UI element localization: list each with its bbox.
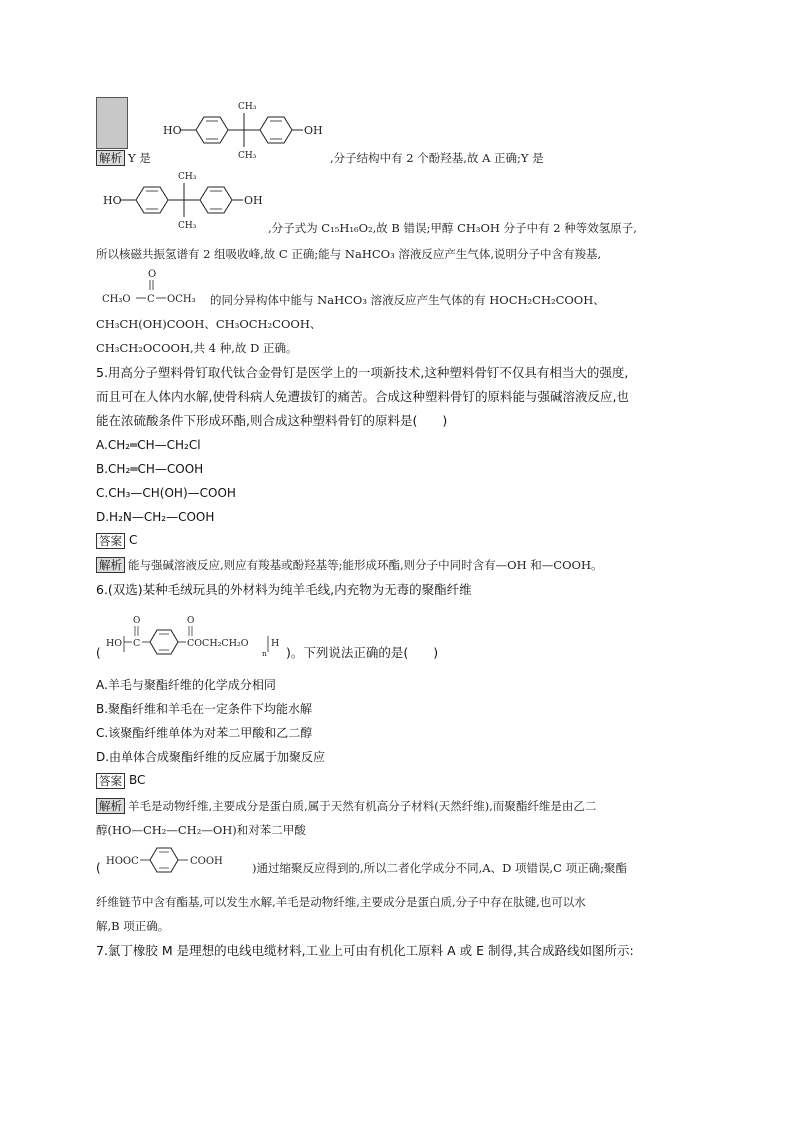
q6-analysis-tag: 解析 (96, 798, 125, 814)
poly-ho: HO (106, 638, 123, 649)
poly-h: H (271, 638, 280, 649)
q6-acid-paren-open: ( (96, 861, 101, 875)
q4-analysis-line1: Y 是 (128, 151, 151, 165)
mol1-oh: OH (304, 124, 323, 137)
mol2-oh: OH (244, 194, 263, 207)
q5-option-c[interactable]: C.CH₃—CH(OH)—COOH (96, 486, 236, 500)
q6-analysis-line5: 解,B 项正确。 (96, 919, 170, 933)
bisphenol-structure-2 (100, 165, 280, 235)
q5-answer-tag: 答案 (96, 533, 125, 549)
polyester-structure (104, 608, 286, 662)
acid-left: HOOC (106, 856, 139, 867)
terephthalic-acid-structure (104, 844, 254, 878)
carbonate-right: OCH₃ (167, 294, 196, 305)
q6-analysis-line1: 羊毛是动物纤维,主要成分是蛋白质,属于天然有机高分子材料(天然纤维),而聚酯纤维是由乙二 (128, 799, 597, 813)
q6-analysis-line2: 醇(HO—CH₂—CH₂—OH)和对苯二甲酸 (96, 823, 306, 837)
mol2-ch3-bottom: CH₃ (178, 221, 197, 231)
q7-stem: 7.氯丁橡胶 M 是理想的电线电缆材料,工业上可由有机化工原料 A 或 E 制得,其合成路线如图所示: (96, 943, 634, 958)
q4-analysis-line5: CH₃CH(OH)COOH、CH₃OCH₂COOH、 (96, 317, 322, 331)
carbonate-o: O (148, 269, 157, 280)
q4-analysis-line6: CH₃CH₂OCOOH,共 4 种,故 D 正确。 (96, 341, 298, 355)
q4-analysis-line3: 所以核磁共振氢谱有 2 组吸收峰,故 C 正确;能与 NaHCO₃ 溶液反应产生气体,说明分子中含有羧基, (96, 247, 602, 261)
q6-option-d[interactable]: D.由单体合成聚酯纤维的反应属于加聚反应 (96, 750, 326, 764)
q5-stem-line1: 5.用高分子塑料骨钉取代钛合金骨钉是医学上的一项新技术,这种塑料骨钉不仅具有相当大的强度, (96, 365, 629, 380)
poly-o1: O (133, 616, 141, 626)
q6-paren-open: ( (96, 646, 101, 660)
bisphenol-structure-1 (160, 95, 340, 165)
mol1-ch3-bottom: CH₃ (238, 151, 257, 161)
q6-option-a[interactable]: A.羊毛与聚酯纤维的化学成分相同 (96, 678, 276, 692)
mol2-ch3-top: CH₃ (178, 172, 197, 182)
q4-analysis-line4-tail: 的同分异构体中能与 NaHCO₃ 溶液反应产生气体的有 HOCH₂CH₂COOH、 (210, 293, 605, 307)
mol2-ho: HO (103, 194, 122, 207)
q4-analysis-line1-tail: ,分子结构中有 2 个酚羟基,故 A 正确;Y 是 (330, 151, 544, 165)
q5-option-d[interactable]: D.H₂N—CH₂—COOH (96, 510, 215, 524)
carbonate-c: C (147, 294, 155, 305)
q6-answer-tag: 答案 (96, 773, 125, 789)
q5-stem-line2: 而且可在人体内水解,使骨科病人免遭拔钉的痛苦。合成这种塑料骨钉的原料能与强碱溶液反应,也 (96, 389, 629, 404)
q6-stem-tail: )。下列说法正确的是( ) (286, 645, 439, 660)
analysis-marker-bar (96, 97, 128, 149)
q6-option-c[interactable]: C.该聚酯纤维单体为对苯二甲酸和乙二醇 (96, 726, 313, 740)
q6-analysis-line4: 纤维链节中含有酯基,可以发生水解,羊毛是动物纤维,主要成分是蛋白质,分子中存在肽键,也可以水 (96, 895, 586, 909)
q5-analysis-text: 能与强碱溶液反应,则应有羧基或酚羟基等;能形成环酯,则分子中同时含有—OH 和—COOH。 (128, 558, 603, 572)
q6-stem: 6.(双选)某种毛绒玩具的外材料为纯羊毛线,内充物为无毒的聚酯纤维 (96, 582, 472, 597)
q5-analysis-tag: 解析 (96, 557, 125, 573)
q5-answer-value: C (129, 533, 138, 547)
dimethyl-carbonate-formula (100, 266, 210, 308)
q6-analysis-line3-tail: )通过缩聚反应得到的,所以二者化学成分不同,A、D 项错误,C 项正确;聚酯 (252, 861, 627, 875)
analysis-tag: 解析 (96, 150, 125, 166)
acid-right: COOH (190, 856, 223, 867)
mol1-ch3-top: CH₃ (238, 102, 257, 112)
q6-answer-value: BC (129, 773, 146, 787)
q5-stem-line3: 能在浓硫酸条件下形成环酯,则合成这种塑料骨钉的原料是( ) (96, 413, 448, 428)
q6-option-b[interactable]: B.聚酯纤维和羊毛在一定条件下均能水解 (96, 702, 313, 716)
poly-o2: O (187, 616, 195, 626)
mol1-ho: HO (163, 124, 182, 137)
poly-n: n (262, 649, 267, 658)
poly-c-left: C (133, 638, 141, 649)
q4-analysis-line2-tail: ,分子式为 C₁₅H₁₆O₂,故 B 错误;甲醇 CH₃OH 分子中有 2 种等效氢原子, (268, 221, 637, 235)
q5-option-b[interactable]: B.CH₂═CH—COOH (96, 462, 204, 476)
carbonate-left: CH₃O (102, 294, 131, 305)
q5-option-a[interactable]: A.CH₂═CH—CH₂Cl (96, 438, 201, 452)
poly-right: COCH₂CH₂O (187, 638, 249, 649)
